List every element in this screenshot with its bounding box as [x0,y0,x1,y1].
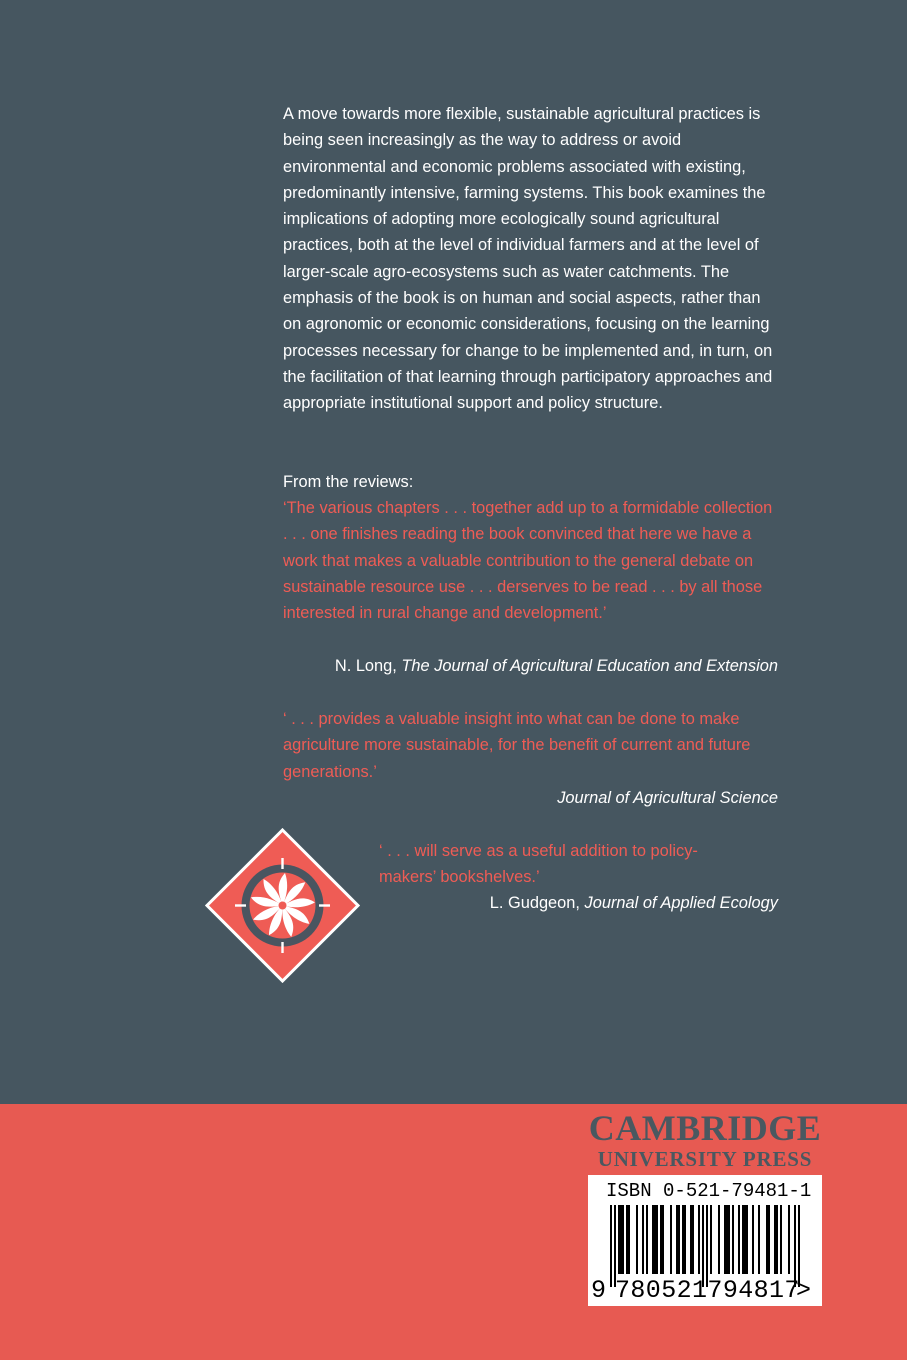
barcode-bar [758,1205,760,1274]
barcode-bar [744,1205,746,1274]
barcode-bar [656,1205,658,1274]
book-description: A move towards more flexible, sustainable agricultural practices is being seen increasingly as the way to address or avoid environmental and economic problems associated with existing, predominantly intensive, farming systems. This book examines the implications of adopting more ecologically sound agricultural practices, both at the level of individual farmers and at the level of larger-scale agro-ecosystems such as water catchments. The emphasis of the book is on human and social aspects, rather than on agronomic or economic considerations, focusing on the learning processes necessary for change to be implemented and, in turn, on the facilitation of that learning through participatory approaches and appropriate institutional support and policy structure. [283,105,773,413]
barcode-bar [654,1205,656,1274]
isbn-barcode [588,1175,822,1306]
review-attribution [335,653,778,679]
barcode-bar [626,1205,628,1274]
barcode-bar [724,1205,726,1274]
barcode-bar [618,1205,620,1274]
barcode-guard-bar [702,1205,704,1287]
barcode-bar [766,1205,768,1274]
barcode-bar [620,1205,622,1274]
barcode-bar [676,1205,678,1274]
review-author: N. Long, [334,657,402,675]
barcode-bar [642,1205,644,1274]
review-author: L. Gudgeon, [489,894,585,912]
publisher-name: CAMBRIDGE [588,1108,822,1148]
review-quote: ‘ . . . provides a valuable insight into what can be done to make agriculture more sustainable, for the benefit of current and future generations.’ [283,710,751,781]
review-attribution [557,785,778,811]
barcode-bar [738,1205,740,1274]
barcode-guard-bar [798,1205,800,1287]
barcode-bar [662,1205,664,1274]
ean-quiet-zone-mark: > [796,1276,812,1305]
ean-digits: 780521794817 [615,1276,800,1305]
barcode-bar [742,1205,744,1274]
review-journal: The Journal of Agricultural Education and Extension [401,657,778,675]
barcode-bar [684,1205,686,1274]
pinwheel-diamond-logo-icon [205,828,360,983]
publisher-press: UNIVERSITY PRESS [597,1147,813,1171]
barcode-bar [776,1205,778,1274]
barcode-bar [774,1205,776,1274]
barcode-bar [780,1205,782,1274]
barcode-bar [652,1205,654,1274]
barcode-guard-bar [706,1205,708,1287]
barcode-guard-bar [794,1205,796,1287]
barcode-bar [636,1205,638,1274]
barcode-bar [698,1205,700,1274]
review-journal: Journal of Applied Ecology [584,894,778,912]
review-quote: ‘The various chapters . . . together add up to a formidable collection . . . one finishes reading the book convinced that here we have a work that makes a valuable contribution to the general debate on sustainable resource use . . . derserves to be read . . . by all those interested in rural change and development.’ [283,499,773,623]
barcode-bar [752,1205,754,1274]
reviews-heading: From the reviews: [283,473,414,491]
publisher-logo [585,1108,825,1170]
review-quote: ‘ . . . will serve as a useful addition to policy-makers’ bookshelves.’ [379,842,698,887]
review-attribution [490,890,778,916]
review-journal: Journal of Agricultural Science [557,789,778,807]
barcode-bar [628,1205,630,1274]
barcode-bar [788,1205,790,1274]
barcode-bar [622,1205,624,1274]
barcode-bar [690,1205,692,1274]
barcode-bar [710,1205,712,1274]
barcode-bar [646,1205,648,1274]
ean-lead-digit: 9 [591,1276,607,1305]
barcode-guard-bar [614,1205,616,1287]
isbn-label: ISBN 0-521-79481-1 [606,1180,812,1202]
barcode-bar [660,1205,662,1274]
barcode-guard-bar [610,1205,612,1287]
barcode-bar [768,1205,770,1274]
barcode-bar [746,1205,748,1274]
barcode-bar [670,1205,672,1274]
barcode-bar [682,1205,684,1274]
barcode-bar [732,1205,734,1274]
barcode-bar [728,1205,730,1274]
barcode-bar [718,1205,720,1274]
barcode-bar [726,1205,728,1274]
barcode-bar [692,1205,694,1274]
barcode-bar [678,1205,680,1274]
